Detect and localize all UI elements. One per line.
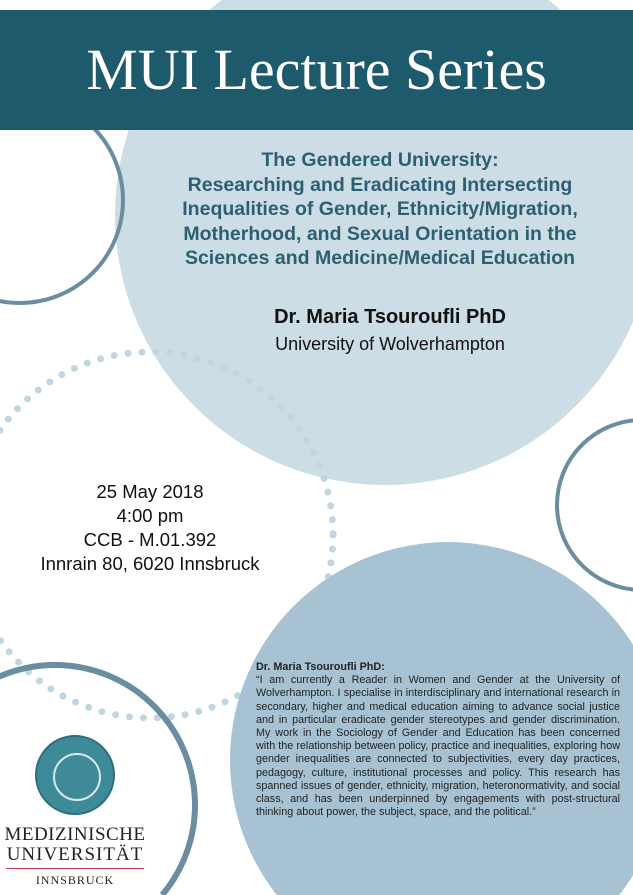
title-line: Motherhood, and Sexual Orientation in the xyxy=(183,222,577,245)
event-date: 25 May 2018 xyxy=(96,481,204,502)
bio-heading: Dr. Maria Tsouroufli PhD: xyxy=(256,661,385,673)
title-line: Inequalities of Gender, Ethnicity/Migration, xyxy=(182,198,578,220)
speaker-name: Dr. Maria Tsouroufli PhD xyxy=(274,306,506,328)
university-seal-icon xyxy=(35,735,115,815)
series-banner: MUI Lecture Series xyxy=(0,10,633,130)
event-address: Innrain 80, 6020 Innsbruck xyxy=(40,553,260,574)
logo-line2: UNIVERSITÄT xyxy=(6,845,144,869)
title-line: Researching and Eradicating Intersecting xyxy=(187,173,573,196)
event-room: CCB - M.01.392 xyxy=(83,529,217,550)
event-details xyxy=(10,480,290,576)
logo-line1: MEDIZINISCHE xyxy=(4,824,146,845)
logo-line3: INNSBRUCK xyxy=(35,873,115,887)
title-line: The Gendered University: xyxy=(261,149,499,171)
university-logo xyxy=(0,735,150,888)
speaker-bio xyxy=(256,661,620,819)
title-line: Sciences and Medicine/Medical Education xyxy=(184,247,576,269)
bio-text: “I am currently a Reader in Women and Gender at the University of Wolverhampton. I specialise in interdisciplinary and international research in secondary, higher and medical education aiming to advance social justice and in particular eradicate gender stereotypes and gender discrimination. My work in the Sociology of Gender and Education has been concerned with the relationship between policy, practice and inequalities, exploring how gender inequalities are connected to subjectivities, every day practices, pedagogy, culture, institutional processes and policy. This research has spanned issues of gender, ethnicity, migration, heteronormativity, and social class, and has been underpinned by engagements with post-structural thinking about power, the subject, space, and the political.” xyxy=(256,674,620,819)
right-ring xyxy=(557,420,633,590)
speaker-affiliation: University of Wolverhampton xyxy=(275,334,505,354)
lecture-title xyxy=(130,148,630,271)
event-time: 4:00 pm xyxy=(116,505,184,526)
